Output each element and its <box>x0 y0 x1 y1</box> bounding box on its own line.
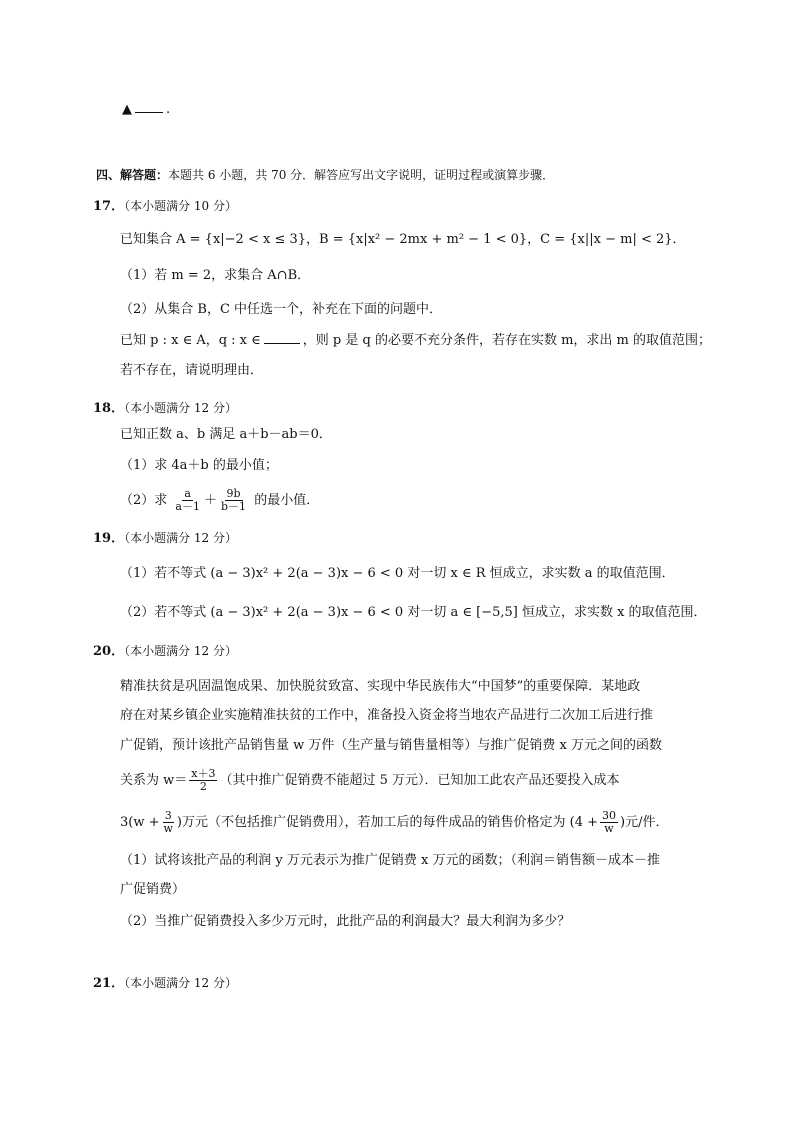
q20-line1: 精准扶贫是巩固温饱成果、加快脱贫致富、实现中华民族伟大“中国梦”的重要保障．某地政 <box>120 679 641 694</box>
answer-end: . <box>166 102 171 117</box>
q18-part2-b: 的最小值． <box>254 493 320 508</box>
q18-fraction-1: $\frac{a}{a-1}$ <box>175 487 200 513</box>
q21-note: （本小题满分 12 分） <box>124 976 237 990</box>
q21-number: 21． <box>93 976 125 991</box>
q21-header <box>93 973 237 994</box>
q20-line2: 府在对某乡镇企业实施精准扶贫的工作中，准备投入资金将当地农产品进行二次加工后进行推 <box>120 708 654 723</box>
q17-number: 17． <box>93 199 125 214</box>
q17-stem: 已知集合 A = {x|−2 < x ≤ 3}，B = {x|x² − 2mx + m² − 1 < 0}，C = {x||x − m| < 2}． <box>120 232 686 247</box>
q17-header <box>93 196 237 217</box>
q19-note: （本小题满分 12 分） <box>124 531 237 545</box>
q20-part1b: 广促销费） <box>120 882 186 897</box>
q20-number: 20． <box>93 644 125 659</box>
q18-header <box>93 398 237 419</box>
q18-part2: （2）求 $\frac{a}{a-1}$ ＋ $\frac{9b}{b-1}$ 的最小值． <box>120 487 320 513</box>
q19-header <box>93 528 237 549</box>
q19-part1: （1）若不等式 (a − 3)x² + 2(a − 3)x − 6 < 0 对一切 x ∈ R 恒成立，求实数 a 的取值范围． <box>120 566 675 581</box>
section-header <box>96 165 554 185</box>
q20-line5: 3(w + $\frac{3}{w}$ )万元（不包括推广促销费用），若加工后的每件成品的销售价格定为 (4 + $\frac{30}{w}$ )元/件． <box>120 809 669 835</box>
q18-stem: 已知正数 a、b 满足 a＋b－ab＝0． <box>120 427 332 442</box>
q19-number: 19． <box>93 531 125 546</box>
q18-note: （本小题满分 12 分） <box>124 401 237 415</box>
q20-part2: （2）当推广促销费投入多少万元时，此批产品的利润最大？最大利润为多少？ <box>120 914 571 929</box>
q18-number: 18． <box>93 401 125 416</box>
q17-part1: （1）若 m = 2，求集合 A∩B． <box>120 268 311 283</box>
q17-fill-blank <box>264 331 300 344</box>
q17-condition-end: 若不存在，请说明理由． <box>120 363 264 378</box>
q17-condition-a: 已知 p : x ∈ A，q : x ∈ <box>120 333 261 348</box>
q20-part1a: （1）试将该批产品的利润 y 万元表示为推广促销费 x 万元的函数；（利润＝销售额－成本－推 <box>120 853 660 868</box>
q20-line3: 广促销，预计该批产品销售量 w 万件（生产量与销售量相等）与推广促销费 x 万元之间的函数 <box>120 738 662 753</box>
section-title: 四、解答题： <box>96 168 169 182</box>
q20-header <box>93 641 237 662</box>
answer-line <box>122 100 170 120</box>
q17-condition-b: ，则 p 是 q 的必要不充分条件，若存在实数 m，求出 m 的取值范围； <box>302 333 711 348</box>
q17-note: （本小题满分 10 分） <box>124 199 237 213</box>
q17-part2: （2）从集合 B，C 中任选一个，补充在下面的问题中． <box>120 302 443 317</box>
q18-part2-a: （2）求 <box>120 493 168 508</box>
q18-part1: （1）求 4a＋b 的最小值； <box>120 458 278 473</box>
triangle-icon: ▲ <box>122 102 132 117</box>
q17-condition <box>120 331 711 351</box>
q20-fraction-w: $\frac{x+3}{2}$ <box>191 767 216 793</box>
q20-note: （本小题满分 12 分） <box>124 644 237 658</box>
q20-fraction-cost: $\frac{3}{w}$ <box>163 809 173 835</box>
section-desc: 本题共 6 小题，共 70 分．解答应写出文字说明，证明过程或演算步骤． <box>168 168 555 182</box>
q18-fraction-2: $\frac{9b}{b-1}$ <box>221 487 247 513</box>
q19-part2: （2）若不等式 (a − 3)x² + 2(a − 3)x − 6 < 0 对一切 a ∈ [−5,5] 恒成立，求实数 x 的取值范围． <box>120 605 707 620</box>
q20-fraction-price: $\frac{30}{w}$ <box>602 809 616 835</box>
q20-line4: 关系为 w＝ $\frac{x+3}{2}$ （其中推广促销费不能超过 5 万元）．已知加工此农产品还要投入成本 <box>120 767 620 793</box>
answer-blank <box>135 100 163 113</box>
